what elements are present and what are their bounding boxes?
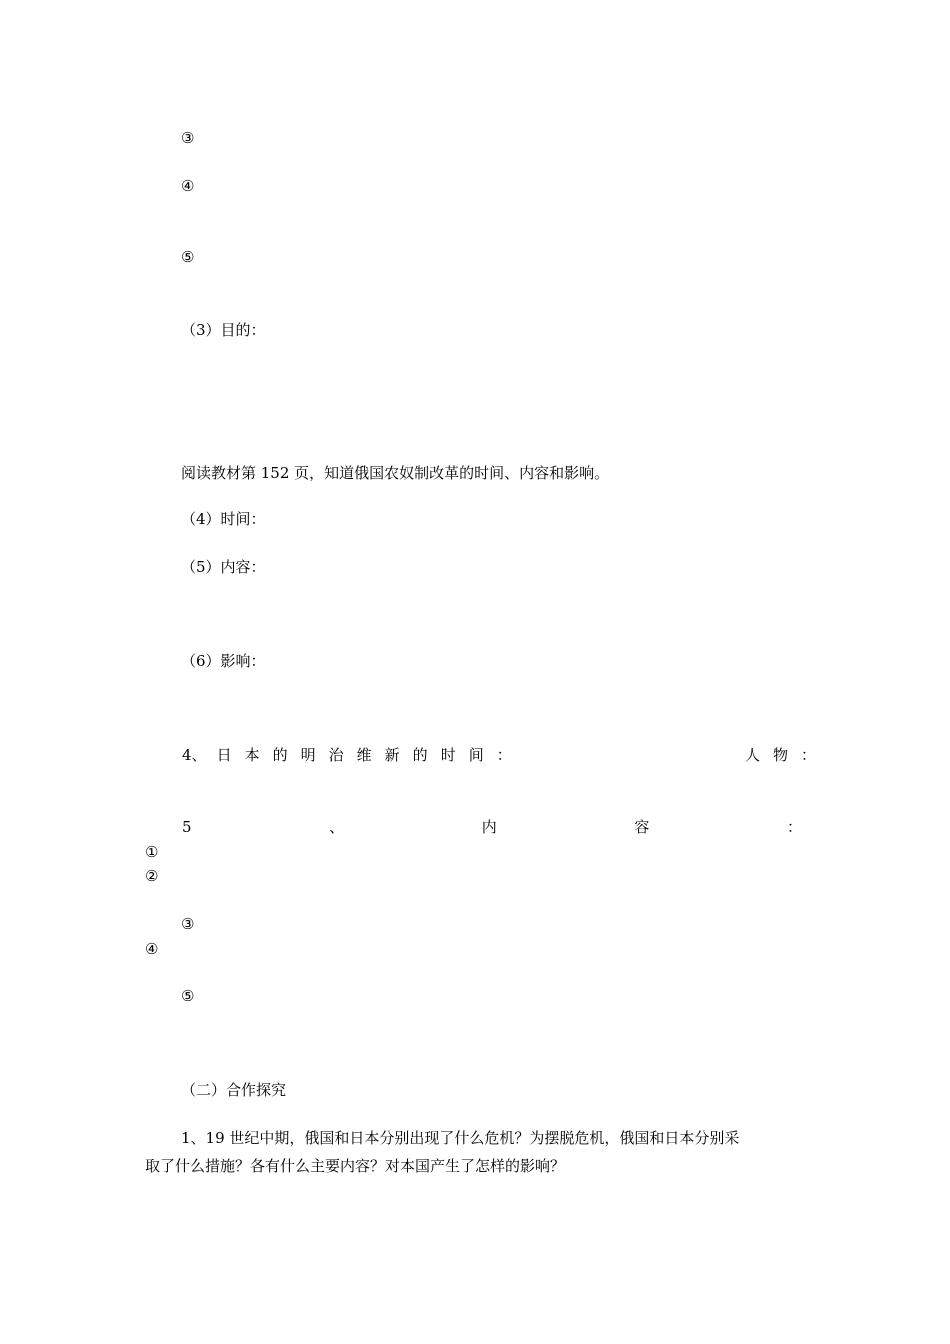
q5-number: 5 xyxy=(182,818,192,836)
q4-number: 4 xyxy=(182,746,192,764)
item-4: ④ xyxy=(181,177,195,195)
q5-separator: 、 xyxy=(329,818,345,836)
q4-char: 本 xyxy=(244,746,260,764)
q4-char: 新 xyxy=(384,746,400,764)
cooperation-heading: （二）合作探究 xyxy=(181,1081,287,1099)
q4-char: 的 xyxy=(412,746,428,764)
q4-char: 间 xyxy=(468,746,484,764)
meiji-item-3: ③ xyxy=(181,915,195,933)
time-label: （4）时间： xyxy=(181,510,266,528)
q5-char-nei: 内 xyxy=(481,818,497,836)
item-5: ⑤ xyxy=(181,248,195,266)
q4-char: 时 xyxy=(440,746,456,764)
question-5-line xyxy=(182,817,802,837)
influence-label: （6）影响： xyxy=(181,652,266,670)
serf-reform-instruction: 阅读教材第 152 页，知道俄国农奴制改革的时间、内容和影响。 xyxy=(181,464,610,482)
meiji-item-1: ① xyxy=(145,843,159,861)
q4-char: 治 xyxy=(328,746,344,764)
purpose-label: （3）目的： xyxy=(181,321,266,339)
cooperation-question-line-1: 1、19 世纪中期，俄国和日本分别出现了什么危机？为摆脱危机，俄国和日本分别采 xyxy=(181,1129,740,1147)
q4-separator: 、 xyxy=(191,746,207,764)
q4-person-char: ： xyxy=(800,746,816,764)
content-label: （5）内容： xyxy=(181,558,266,576)
meiji-item-2: ② xyxy=(145,867,159,885)
question-4-line xyxy=(182,745,816,765)
q5-char-rong: 容 xyxy=(634,818,650,836)
q4-char: 的 xyxy=(272,746,288,764)
cooperation-question-line-2: 取了什么措施？各有什么主要内容？对本国产生了怎样的影响？ xyxy=(145,1157,566,1175)
q4-char: 明 xyxy=(300,746,316,764)
meiji-item-4: ④ xyxy=(145,940,159,958)
meiji-item-5: ⑤ xyxy=(181,987,195,1005)
q4-char: ： xyxy=(496,746,512,764)
q4-person-char: 人 xyxy=(744,746,760,764)
q4-person-text xyxy=(745,745,816,765)
q4-char: 日 xyxy=(216,746,232,764)
q4-question-text xyxy=(217,745,512,765)
q5-colon: ： xyxy=(786,818,802,836)
q4-person-char: 物 xyxy=(772,746,788,764)
q4-char: 维 xyxy=(356,746,372,764)
item-3: ③ xyxy=(181,129,195,147)
